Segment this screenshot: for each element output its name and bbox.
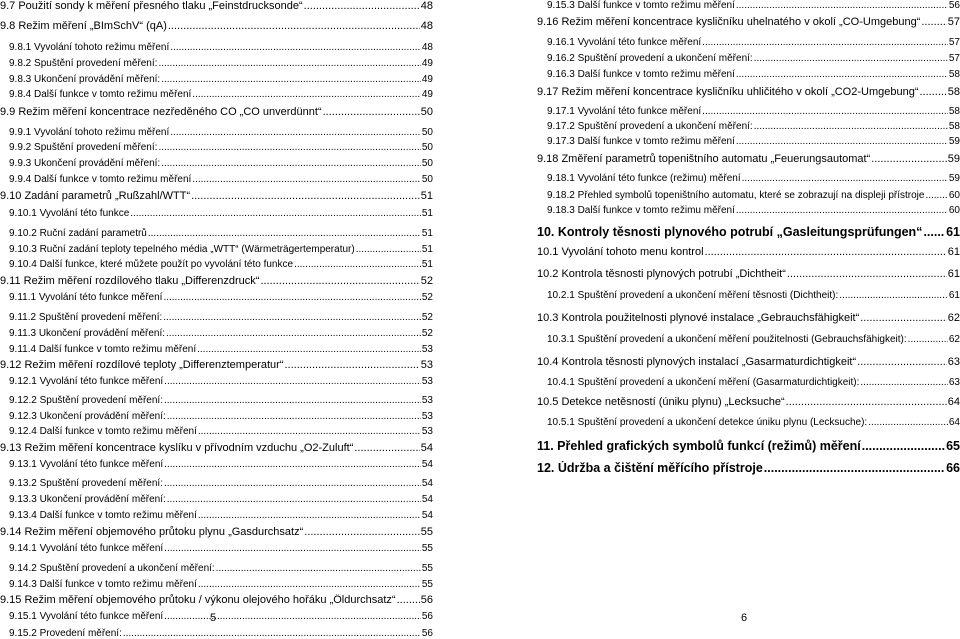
toc-leader-dots bbox=[736, 0, 948, 11]
toc-entry[interactable] bbox=[9, 611, 433, 622]
toc-entry-title: 9.16.2 Spuštění provedení a ukončení měření: bbox=[547, 53, 753, 64]
toc-entry-title: 10.4.1 Spuštění provedení a ukončení měření (Gasarmaturdichtigkeit): bbox=[547, 377, 860, 388]
toc-entry[interactable] bbox=[547, 205, 960, 216]
toc-entry[interactable] bbox=[9, 127, 433, 138]
toc-leader-dots bbox=[397, 594, 420, 606]
toc-entry-page: 65 bbox=[946, 439, 960, 453]
toc-entry-page: 54 bbox=[421, 510, 433, 521]
toc-entry-page: 59 bbox=[948, 173, 960, 184]
toc-entry-page: 59 bbox=[947, 153, 960, 165]
toc-leader-dots bbox=[284, 359, 419, 371]
toc-entry[interactable] bbox=[537, 268, 960, 280]
toc-entry-title: 9.16.1 Vyvolání této funkce měření bbox=[547, 37, 702, 48]
toc-leader-dots bbox=[166, 328, 421, 339]
toc-entry-title: 9.18.2 Přehled symbolů topeništního automatu, které se zobrazují na displeji přístroje bbox=[547, 190, 925, 201]
toc-leader-dots bbox=[736, 69, 948, 80]
toc-leader-dots bbox=[170, 42, 421, 53]
toc-entry[interactable] bbox=[547, 136, 960, 147]
toc-leader-dots bbox=[198, 426, 421, 437]
toc-leader-dots bbox=[702, 37, 948, 48]
toc-entry-title: 9.18.1 Vyvolání této funkce (režimu) měření bbox=[547, 173, 741, 184]
toc-entry[interactable] bbox=[547, 417, 960, 428]
toc-entry-title: 10.5 Detekce netěsností (úniku plynu) „Lecksuche“ bbox=[537, 396, 785, 408]
toc-entry-title: 9.8.3 Ukončení provádění měření: bbox=[9, 74, 161, 85]
toc-entry-page: 54 bbox=[421, 459, 433, 470]
toc-entry-page: 51 bbox=[421, 244, 433, 255]
toc-entry-page: 62 bbox=[947, 312, 960, 324]
toc-entry[interactable] bbox=[9, 174, 433, 185]
toc-entry-title: 11. Přehled grafických symbolů funkcí (režimů) měření bbox=[537, 439, 861, 453]
toc-leader-dots bbox=[191, 190, 420, 202]
toc-leader-dots bbox=[123, 628, 421, 639]
toc-entry[interactable] bbox=[537, 396, 960, 408]
toc-entry-page: 49 bbox=[421, 58, 433, 69]
toc-entry-page: 50 bbox=[421, 158, 433, 169]
toc-leader-dots bbox=[198, 510, 421, 521]
toc-leader-dots bbox=[920, 86, 947, 98]
toc-entry[interactable] bbox=[537, 246, 960, 258]
toc-entry-page: 52 bbox=[421, 312, 433, 323]
toc-leader-dots bbox=[294, 259, 421, 270]
toc-entry-title: 9.13.3 Ukončení provádění měření: bbox=[9, 494, 166, 505]
toc-entry-title: 9.10.4 Další funkce, které můžete použít po vyvolání této funkce bbox=[9, 259, 294, 270]
toc-entry[interactable] bbox=[0, 190, 433, 202]
toc-entry-title: 9.12.2 Spuštění provedení měření: bbox=[9, 395, 163, 406]
toc-entry-title: 9.15.1 Vyvolání této funkce měření bbox=[9, 611, 164, 622]
toc-entry-page: 58 bbox=[948, 106, 960, 117]
toc-entry-page: 60 bbox=[948, 190, 960, 201]
toc-entry-page: 52 bbox=[420, 275, 433, 287]
toc-entry[interactable] bbox=[537, 86, 960, 98]
toc-entry[interactable] bbox=[547, 377, 960, 388]
toc-entry-title: 10.3.1 Spuštění provedení a ukončení měření použitelnosti (Gebrauchsfähigkeit): bbox=[547, 334, 907, 345]
toc-entry[interactable] bbox=[547, 190, 960, 201]
toc-leader-dots bbox=[158, 58, 420, 69]
toc-entry-title: 9.11.2 Spuštění provedení měření: bbox=[9, 312, 163, 323]
toc-entry-page: 56 bbox=[420, 594, 433, 606]
toc-entry-page: 61 bbox=[946, 225, 960, 239]
toc-entry[interactable] bbox=[547, 121, 960, 132]
toc-entry-title: 9.17.3 Další funkce v tomto režimu měření bbox=[547, 136, 735, 147]
toc-leader-dots bbox=[356, 244, 421, 255]
toc-entry-title: 9.14 Režim měření objemového průtoku plynu „Gasdurchsatz“ bbox=[0, 526, 304, 538]
toc-leader-dots bbox=[164, 376, 421, 387]
toc-leader-dots bbox=[923, 225, 945, 239]
toc-entry-title: 9.18 Změření parametrů topeništního automatu „Feuerungsautomat“ bbox=[537, 153, 871, 165]
toc-entry-title: 10.5.1 Spuštění provedení a ukončení detekce úniku plynu (Lecksuche): bbox=[547, 417, 868, 428]
toc-entry[interactable] bbox=[9, 89, 433, 100]
toc-entry-title: 9.13 Režim měření koncentrace kyslíku v přívodním vzduchu „O2-Zuluft“ bbox=[0, 442, 354, 454]
toc-entry-page: 58 bbox=[947, 86, 960, 98]
toc-entry-page: 58 bbox=[948, 121, 960, 132]
toc-leader-dots bbox=[164, 395, 421, 406]
toc-entry[interactable] bbox=[9, 459, 433, 470]
toc-entry[interactable] bbox=[0, 275, 433, 287]
toc-leader-dots bbox=[736, 136, 948, 147]
toc-entry-title: 9.17.1 Vyvolání této funkce měření bbox=[547, 106, 702, 117]
toc-entry[interactable] bbox=[537, 16, 960, 28]
toc-entry-page: 50 bbox=[420, 106, 433, 118]
toc-leader-dots bbox=[197, 344, 421, 355]
toc-leader-dots bbox=[216, 563, 421, 574]
toc-entry-title: 9.17.2 Spuštění provedení a ukončení měření: bbox=[547, 121, 753, 132]
toc-leader-dots bbox=[170, 127, 421, 138]
toc-entry[interactable] bbox=[9, 158, 433, 169]
toc-entry-title: 9.12 Režim měření rozdílové teploty „Differenztemperatur“ bbox=[0, 359, 284, 371]
toc-entry-page: 50 bbox=[421, 127, 433, 138]
toc-leader-dots bbox=[868, 417, 948, 428]
toc-entry[interactable] bbox=[547, 173, 960, 184]
toc-entry-title: 9.12.4 Další funkce v tomto režimu měření bbox=[9, 426, 197, 437]
toc-entry-page: 51 bbox=[421, 228, 433, 239]
toc-entry-page: 51 bbox=[421, 208, 433, 219]
toc-leader-dots bbox=[161, 74, 421, 85]
toc-leader-dots bbox=[754, 121, 948, 132]
toc-entry[interactable] bbox=[537, 153, 960, 165]
toc-entry-page: 53 bbox=[421, 376, 433, 387]
toc-entry[interactable] bbox=[0, 359, 433, 371]
toc-leader-dots bbox=[871, 153, 947, 165]
toc-entry[interactable] bbox=[0, 594, 433, 606]
toc-entry[interactable] bbox=[9, 58, 433, 69]
toc-entry-title: 9.7 Použití sondy k měření přesného tlaku „Feinstdrucksonde“ bbox=[0, 0, 303, 12]
toc-entry[interactable] bbox=[9, 208, 433, 219]
toc-leader-dots bbox=[167, 494, 421, 505]
toc-entry[interactable] bbox=[0, 0, 433, 12]
toc-entry-page: 48 bbox=[420, 20, 433, 32]
toc-entry-title: 9.18.3 Další funkce v tomto režimu měření bbox=[547, 205, 735, 216]
toc-entry-page: 55 bbox=[421, 543, 433, 554]
toc-leader-dots bbox=[921, 16, 946, 28]
toc-entry[interactable] bbox=[547, 334, 960, 345]
toc-entry-title: 9.14.3 Další funkce v tomto režimu měření bbox=[9, 579, 197, 590]
toc-leader-dots bbox=[148, 228, 421, 239]
toc-entry[interactable] bbox=[9, 244, 433, 255]
toc-entry-title: 9.9.2 Spuštění provedení měření: bbox=[9, 142, 158, 153]
toc-entry-title: 9.8.4 Další funkce v tomto režimu měření bbox=[9, 89, 192, 100]
toc-entry-page: 57 bbox=[948, 37, 960, 48]
toc-entry-page: 56 bbox=[421, 611, 433, 622]
toc-entry[interactable] bbox=[537, 439, 960, 453]
page-number-right: 6 bbox=[741, 612, 748, 624]
toc-entry[interactable] bbox=[547, 0, 960, 11]
toc-entry-title: 9.10.3 Ruční zadání teploty tepelného média „WTT“ (Wärmeträgertemperatur) bbox=[9, 244, 355, 255]
toc-leader-dots bbox=[702, 106, 948, 117]
toc-leader-dots bbox=[705, 246, 947, 258]
toc-leader-dots bbox=[860, 312, 947, 324]
toc-entry[interactable] bbox=[537, 461, 960, 475]
toc-leader-dots bbox=[304, 526, 419, 538]
toc-entry-page: 57 bbox=[947, 16, 960, 28]
toc-entry[interactable] bbox=[9, 42, 433, 53]
toc-entry-page: 48 bbox=[420, 0, 433, 12]
toc-entry-title: 9.10 Zadání parametrů „Rußzahl/WTT“ bbox=[0, 190, 191, 202]
toc-entry-page: 53 bbox=[420, 359, 433, 371]
toc-entry-page: 51 bbox=[420, 190, 433, 202]
toc-entry-page: 50 bbox=[421, 174, 433, 185]
toc-entry[interactable] bbox=[547, 37, 960, 48]
toc-entry[interactable] bbox=[9, 628, 433, 639]
toc-entry-page: 52 bbox=[421, 328, 433, 339]
toc-entry[interactable] bbox=[9, 228, 433, 239]
toc-leader-dots bbox=[860, 377, 947, 388]
toc-entry-page: 55 bbox=[421, 579, 433, 590]
toc-entry-page: 48 bbox=[421, 42, 433, 53]
toc-entry-page: 54 bbox=[421, 494, 433, 505]
toc-entry-page: 53 bbox=[421, 426, 433, 437]
toc-leader-dots bbox=[754, 53, 948, 64]
toc-entry-title: 9.15.2 Provedení měření: bbox=[9, 628, 122, 639]
toc-entry-title: 9.13.1 Vyvolání této funkce měření bbox=[9, 459, 164, 470]
toc-entry-title: 10. Kontroly těsnosti plynového potrubí „Gasleitungsprüfungen“ bbox=[537, 225, 923, 239]
toc-entry-page: 61 bbox=[947, 268, 960, 280]
toc-entry-page: 58 bbox=[948, 69, 960, 80]
toc-entry[interactable] bbox=[9, 563, 433, 574]
toc-leader-dots bbox=[164, 459, 421, 470]
toc-entry[interactable] bbox=[0, 20, 433, 32]
toc-entry-page: 63 bbox=[948, 377, 960, 388]
toc-leader-dots bbox=[167, 411, 421, 422]
toc-entry[interactable] bbox=[0, 442, 433, 454]
toc-leader-dots bbox=[130, 208, 421, 219]
toc-leader-dots bbox=[908, 334, 948, 345]
toc-leader-dots bbox=[354, 442, 419, 454]
toc-entry-title: 9.9.3 Ukončení provádění měření: bbox=[9, 158, 161, 169]
toc-leader-dots bbox=[192, 174, 421, 185]
toc-leader-dots bbox=[163, 292, 420, 303]
toc-entry-title: 9.9.1 Vyvolání tohoto režimu měření bbox=[9, 127, 170, 138]
toc-entry-page: 54 bbox=[421, 478, 433, 489]
toc-entry[interactable] bbox=[9, 328, 433, 339]
toc-entry[interactable] bbox=[9, 426, 433, 437]
toc-entry-page: 64 bbox=[947, 396, 960, 408]
toc-entry[interactable] bbox=[9, 510, 433, 521]
toc-entry-title: 9.14.1 Vyvolání této funkce měření bbox=[9, 543, 164, 554]
toc-entry[interactable] bbox=[9, 312, 433, 323]
toc-leader-dots bbox=[164, 611, 421, 622]
toc-leader-dots bbox=[164, 478, 421, 489]
toc-entry-page: 55 bbox=[420, 526, 433, 538]
toc-entry-title: 9.13.4 Další funkce v tomto režimu měření bbox=[9, 510, 197, 521]
toc-entry-page: 57 bbox=[948, 53, 960, 64]
toc-entry-title: 9.10.2 Ruční zadání parametrů bbox=[9, 228, 147, 239]
toc-leader-dots bbox=[787, 268, 947, 280]
toc-entry[interactable] bbox=[9, 259, 433, 270]
toc-entry-page: 66 bbox=[946, 461, 960, 475]
toc-entry[interactable] bbox=[9, 292, 433, 303]
toc-entry[interactable] bbox=[547, 106, 960, 117]
toc-leader-dots bbox=[161, 158, 421, 169]
toc-entry-page: 49 bbox=[421, 89, 433, 100]
toc-entry-title: 10.2.1 Spuštění provedení a ukončení měření těsnosti (Dichtheit): bbox=[547, 290, 839, 301]
toc-leader-dots bbox=[742, 173, 948, 184]
toc-leader-dots bbox=[164, 543, 421, 554]
toc-entry-title: 9.16.3 Další funkce v tomto režimu měření bbox=[547, 69, 735, 80]
toc-leader-dots bbox=[857, 356, 947, 368]
toc-entry[interactable] bbox=[547, 69, 960, 80]
toc-entry[interactable] bbox=[0, 526, 433, 538]
toc-entry[interactable] bbox=[0, 106, 433, 118]
toc-entry-title: 9.8.1 Vyvolání tohoto režimu měření bbox=[9, 42, 170, 53]
toc-entry-page: 53 bbox=[421, 395, 433, 406]
toc-entry-page: 56 bbox=[421, 628, 433, 639]
toc-leader-dots bbox=[925, 190, 947, 201]
toc-entry-title: 9.9 Režim měření koncentrace nezředěného CO „CO unverdünnt“ bbox=[0, 106, 322, 118]
toc-entry[interactable] bbox=[547, 290, 960, 301]
toc-entry[interactable] bbox=[9, 74, 433, 85]
toc-leader-dots bbox=[862, 439, 945, 453]
toc-entry-title: 9.11 Režim měření rozdílového tlaku „Differenzdruck“ bbox=[0, 275, 260, 287]
toc-entry-title: 12. Údržba a čištění měřícího přístroje bbox=[537, 461, 763, 475]
toc-leader-dots bbox=[163, 312, 421, 323]
toc-entry[interactable] bbox=[537, 356, 960, 368]
toc-leader-dots bbox=[260, 275, 419, 287]
toc-entry-page: 59 bbox=[948, 136, 960, 147]
toc-entry-page: 63 bbox=[947, 356, 960, 368]
toc-entry[interactable] bbox=[9, 543, 433, 554]
toc-entry-page: 61 bbox=[947, 246, 960, 258]
toc-entry-page: 60 bbox=[948, 205, 960, 216]
toc-entry[interactable] bbox=[9, 494, 433, 505]
toc-entry-title: 9.12.3 Ukončení provádění měření: bbox=[9, 411, 166, 422]
toc-leader-dots bbox=[168, 20, 420, 32]
toc-entry-title: 9.13.2 Spuštění provedení měření: bbox=[9, 478, 163, 489]
toc-entry-title: 9.8 Režim měření „BImSchV“ (qA) bbox=[0, 20, 167, 32]
toc-entry-page: 53 bbox=[421, 344, 433, 355]
toc-entry-title: 9.11.3 Ukončení provádění měření: bbox=[9, 328, 166, 339]
toc-entry-title: 10.4 Kontrola těsnosti plynových instalací „Gasarmaturdichtigkeit“ bbox=[537, 356, 857, 368]
toc-entry-title: 10.3 Kontrola použitelnosti plynové instalace „Gebrauchsfähigkeit“ bbox=[537, 312, 860, 324]
toc-leader-dots bbox=[158, 142, 420, 153]
toc-leader-dots bbox=[192, 89, 421, 100]
toc-entry-title: 9.17 Režim měření koncentrace kysličníku uhličitého v okolí „CO2-Umgebung“ bbox=[537, 86, 919, 98]
toc-leader-dots bbox=[736, 205, 948, 216]
toc-entry[interactable] bbox=[547, 53, 960, 64]
toc-entry[interactable] bbox=[9, 579, 433, 590]
toc-entry[interactable] bbox=[9, 478, 433, 489]
toc-entry-page: 56 bbox=[948, 0, 960, 11]
toc-entry-page: 62 bbox=[948, 334, 960, 345]
toc-entry-page: 54 bbox=[420, 442, 433, 454]
toc-entry[interactable] bbox=[9, 411, 433, 422]
toc-entry-title: 9.9.4 Další funkce v tomto režimu měření bbox=[9, 174, 192, 185]
toc-leader-dots bbox=[839, 290, 948, 301]
toc-entry-title: 9.16 Režim měření koncentrace kysličníku uhelnatého v okolí „CO-Umgebung“ bbox=[537, 16, 921, 28]
toc-entry-title: 9.15.3 Další funkce v tomto režimu měření bbox=[547, 0, 735, 11]
toc-entry-title: 10.2 Kontrola těsnosti plynových potrubí „Dichtheit“ bbox=[537, 268, 786, 280]
toc-entry-title: 9.15 Režim měření objemového průtoku / výkonu olejového hořáku „Öldurchsatz“ bbox=[0, 594, 396, 606]
toc-entry[interactable] bbox=[9, 142, 433, 153]
toc-leader-dots bbox=[786, 396, 947, 408]
toc-entry-page: 61 bbox=[948, 290, 960, 301]
toc-entry-title: 9.11.1 Vyvolání této funkce měření bbox=[9, 292, 163, 303]
toc-entry[interactable] bbox=[537, 225, 960, 239]
toc-entry-page: 52 bbox=[421, 292, 433, 303]
toc-entry-page: 50 bbox=[421, 142, 433, 153]
toc-entry[interactable] bbox=[537, 312, 960, 324]
toc-leader-dots bbox=[323, 106, 420, 118]
toc-entry-page: 55 bbox=[421, 563, 433, 574]
toc-leader-dots bbox=[764, 461, 945, 475]
toc-entry-title: 9.14.2 Spuštění provedení a ukončení měření: bbox=[9, 563, 215, 574]
toc-entry[interactable] bbox=[9, 376, 433, 387]
toc-entry-title: 9.10.1 Vyvolání této funkce bbox=[9, 208, 130, 219]
toc-entry-title: 9.11.4 Další funkce v tomto režimu měření bbox=[9, 344, 197, 355]
toc-leader-dots bbox=[198, 579, 421, 590]
toc-entry-page: 64 bbox=[948, 417, 960, 428]
toc-leader-dots bbox=[304, 0, 420, 12]
toc-entry-title: 9.8.2 Spuštění provedení měření: bbox=[9, 58, 158, 69]
page-number-left: 5 bbox=[210, 612, 217, 624]
toc-entry-title: 9.12.1 Vyvolání této funkce měření bbox=[9, 376, 164, 387]
toc-entry-title: 10.1 Vyvolání tohoto menu kontrol bbox=[537, 246, 704, 258]
toc-entry[interactable] bbox=[9, 344, 433, 355]
toc-entry-page: 53 bbox=[421, 411, 433, 422]
toc-entry-page: 51 bbox=[421, 259, 433, 270]
toc-entry-page: 49 bbox=[421, 74, 433, 85]
toc-entry[interactable] bbox=[9, 395, 433, 406]
